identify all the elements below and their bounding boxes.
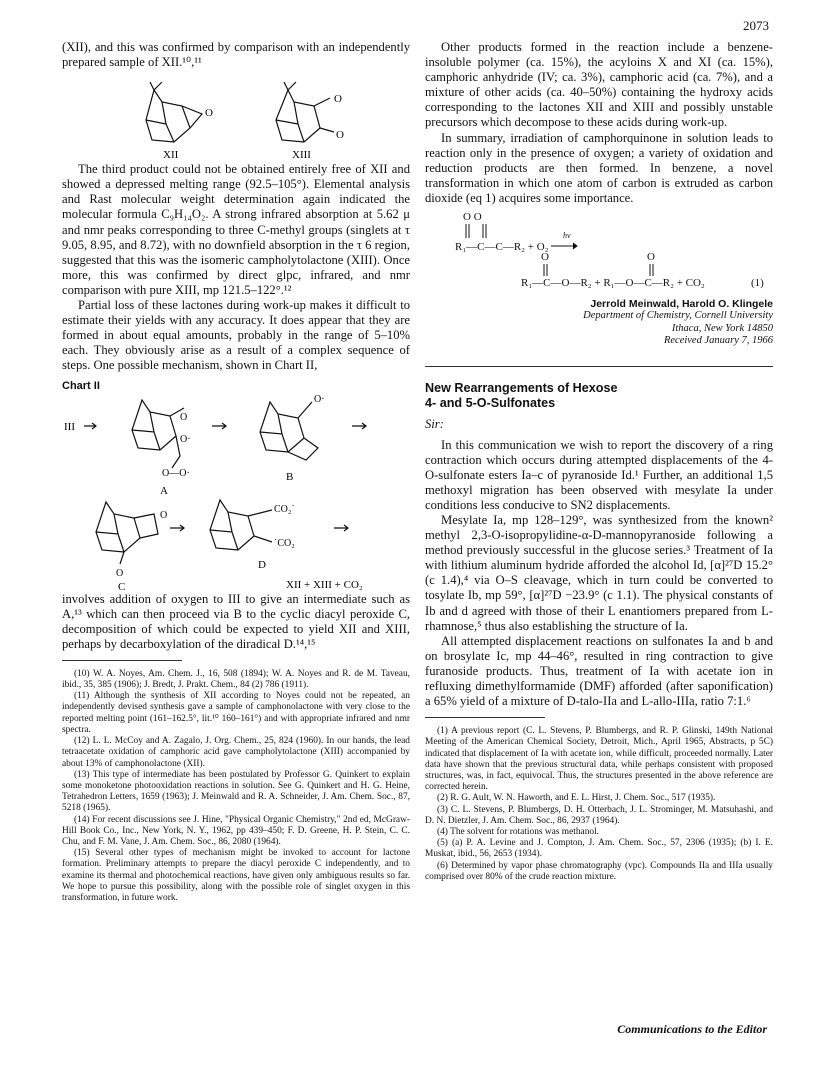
equation-number: (1) bbox=[751, 277, 764, 290]
footnote-15: (15) Several other types of mechanism might be invoked to account for lactone formation. Preliminary attempts to prepare the diacyl peroxide C independently, and to examine its thermal and photochemical reactions, have given only ambiguous results so far. We hope to pursue this possibility, along with the possible role of singlet oxygen in this transformation, in future work. bbox=[62, 848, 410, 903]
footnote-6: (6) Determined by vapor phase chromatography (vpc). Compounds IIa and IIIa usually comprised over 80% of the crude reaction mixture. bbox=[425, 860, 773, 882]
oxygen-label: O bbox=[160, 509, 168, 521]
svg-text:R₁—C—O—R₂ + R₁—O—C—R₂ + CO₂: R₁—C—O—R₂ + R₁—O—C—R₂ + CO₂ bbox=[521, 277, 705, 290]
intro-paragraph: (XII), and this was confirmed by comparison with an independently prepared sample of XII.¹⁰,¹¹ bbox=[62, 40, 410, 70]
chart-label-a: A bbox=[160, 484, 168, 497]
chart-ii-title: Chart II bbox=[62, 379, 100, 392]
received-date: Received January 7, 1966 bbox=[663, 335, 773, 347]
affiliation-line: Ithaca, New York 14850 bbox=[671, 322, 773, 334]
equation-1 bbox=[425, 206, 773, 294]
svg-text:R₁—C—C—R₂ + O₂: R₁—C—C—R₂ + O₂ bbox=[455, 241, 549, 254]
journal-section-footer: Communications to the Editor bbox=[617, 1022, 767, 1036]
paragraph-mechanism: involves addition of oxygen to III to give an intermediate such as A,¹³ which can then proceed via B to the cyclic diacyl peroxide C, decomposition of which could be expected to yield XII and XIII, perhaps by decarboxylation of the diradical D.¹⁴,¹⁵ bbox=[62, 591, 410, 651]
footnote-14: (14) For recent discussions see J. Hine, "Physical Organic Chemistry," 2nd ed, McGraw-Hill Book Co., Inc., New York, N. Y., 1962, pp 439–450; F. D. Greene, H. P. Stein, C. C. Chu, and F. M. Vane, J. Am. Chem. Soc., 86, 2080 (1964). bbox=[62, 814, 410, 847]
footnote-divider bbox=[62, 660, 182, 661]
oxygen-label: O bbox=[334, 93, 342, 106]
footnote-4: (4) The solvent for rotations was methanol. bbox=[437, 827, 600, 838]
footnote-3: (3) C. L. Stevens, P. Blumbergs, D. H. Otterbach, J. L. Strominger, M. Matsuhashi, and D. N. Dietzler, J. Am. Chem. Soc., 86, 2937 (1964). bbox=[425, 804, 773, 826]
co2-radical-label: ˙CO₂ bbox=[274, 537, 295, 549]
footnote-13: (13) This type of intermediate has been postulated by Professor G. Quinkert to explain some monoketone photooxidation reactions in solution. See G. Quinkert and H. G. Heine, Tetrahedron Letters, 1659 (1963); J. Meinwald and R. A. Schneider, J. Am. Chem. Soc., 87, 5218 (1965). bbox=[62, 769, 410, 814]
svg-text:O: O bbox=[541, 251, 549, 264]
footnote-divider bbox=[425, 717, 545, 718]
author-names: Jerrold Meinwald, Harold O. Klingele bbox=[590, 298, 773, 311]
chart-products-label: XII + XIII + CO₂ bbox=[286, 578, 363, 591]
salutation: Sir: bbox=[425, 416, 444, 431]
page-number: 2073 bbox=[743, 18, 769, 33]
paragraph-displacement: All attempted displacement reactions on sulfonates Ia and b and on brosylate Ic, mp 44–46°, resulted in ring contraction to give furanoside products. Thus, treatment of Ia with acetate ion in refluxing dimethylformamide (DMF) afforded (after saponification) a 65% yield of a mixture of D-talo-IIa and L-allo-IIIa, ratio 7:1.⁶ bbox=[425, 633, 773, 709]
lactone-structures-xii-xiii bbox=[62, 70, 410, 162]
paragraph-other-products: Other products formed in the reaction include a benzene-insoluble polymer (ca. 15%), the acyloins X and XI (ca. 15%), camphoric anhydride (IV; ca. 3%), camphoric acid (ca. 7%), and a mixture of other acids (ca. 40–50%) containing the hydroxy acids corresponding to the lactones XII and XIII and possibly unstable precursors which decompose to these acids during work-up. bbox=[425, 40, 773, 130]
paragraph-partial-loss: Partial loss of these lactones during work-up makes it difficult to estimate their yields with any accuracy. It does appear that they are formed in about equal amounts, probably in the range of 5–10% each. They obviously arise as a result of a complex sequence of steps. One possible mechanism, shown in Chart II, bbox=[62, 298, 410, 373]
footnote-11: (11) Although the synthesis of XII according to Noyes could not be repeated, an independently devised synthesis gave a sample of camphonolactone with very close to the reported melting point (161–162.5°, lit.¹⁰ 160–161°) and with appropriate infrared and nmr spectra. bbox=[62, 691, 410, 735]
oxygen-label: O bbox=[116, 567, 124, 579]
svg-text:O: O bbox=[647, 251, 655, 264]
paragraph-communication: In this communication we wish to report the discovery of a ring contraction which occurs during attempted displacements of the 4-O-sulfonate esters Ia–c of pyranoside Id.¹ Further, an additional 1,5 methoxyl migration has been observed with mesylate Ia under conditions less conducive to SN2 displacements. bbox=[425, 437, 773, 512]
footnote-5: (5) (a) P. A. Levine and J. Compton, J. Am. Chem. Soc., 57, 2306 (1935); (b) I. E. Muskat, ibid., 56, 2653 (1934). bbox=[425, 838, 773, 860]
oxygen-radical-label: O· bbox=[314, 393, 325, 405]
paragraph-mesylate: Mesylate Ia, mp 128–129°, was synthesized from the known² methyl 2,3-O-isopropylidine-α-D-mannopyranoside following a method previously successful in the glucose series.³ Treatment of Ia with lithium aluminum hydride afforded the alcohol Id, [α]²⁷D 15.2° (c 1.4),⁴ via O–S cleavage, which in turn could be converted to tosylate Ib, mp 59°, [α]²⁷D −23.9° (c 1.1). The physical constants of Ib and d agreed with those of their L enantiomers prepared from L-rhamnose,⁵ thus also establishing the structure of Ia. bbox=[425, 513, 773, 633]
right-column bbox=[425, 40, 773, 883]
affiliation-line: Department of Chemistry, Cornell University bbox=[583, 310, 773, 322]
chart-label-c: C bbox=[118, 580, 126, 592]
article-title: New Rearrangements of Hexose bbox=[425, 380, 618, 395]
article-title: 4- and 5-O-Sulfonates bbox=[425, 395, 556, 410]
oxygen-label: O bbox=[205, 107, 213, 120]
footnote-1: (1) A previous report (C. L. Stevens, P. Blumbergs, and R. P. Glinski, 149th National Meeting of the American Chemical Society, Detroit, Mich., April 1965, Abstracts, p 5C) indicated that displacement of Ia with acetate ion, while difficult, proceeded normally. Later data have shown that the previous structural data, while perhaps consistent with proposed structures, was, in fact, equivocal. Thus, the structures presented in the above reference are corrected herein. bbox=[425, 726, 773, 793]
chart-label-d: D bbox=[258, 558, 266, 571]
section-divider bbox=[425, 366, 773, 367]
chart-label-b: B bbox=[286, 470, 294, 483]
paragraph-summary: In summary, irradiation of camphorquinone in solution leads to reaction only in the presence of oxygen; a variety of oxidation and reduction products are then formed. In benzene, a novel transformation in which one atom of carbon is extruded as carbon dioxide (eq 1) acquires some importance. bbox=[425, 130, 773, 205]
chart-ii-mechanism bbox=[62, 392, 410, 592]
left-column bbox=[62, 40, 410, 904]
chart-label-iii: III bbox=[64, 420, 75, 433]
footnote-2: (2) R. G. Ault, W. N. Haworth, and E. L. Hirst, J. Chem. Soc., 517 (1935). bbox=[437, 793, 716, 804]
structure-label-xii: XII bbox=[163, 149, 179, 162]
co2-radical-label: CO₂˙ bbox=[274, 503, 295, 515]
paragraph-third-product: The third product could not be obtained entirely free of XII and showed a depressed melting range (92.5–105°). Elemental analysis and Rast molecular weight determination again indicated the molecular formula C₉H₁₄O₂. A strong infrared absorption at 5.62 μ and nmr peaks corresponding to three C-methyl groups (singlets at τ 9.05, 8.95, and 8.72), with no downfield absorption in the τ 6 region, suggested that this was the isomeric campholytolactone (XIII). Once more, this was confirmed by direct glpc, infrared, and nmr comparison with pure XIII, mp 121.5–122°.¹² bbox=[62, 162, 410, 297]
svg-text:O O: O O bbox=[463, 211, 482, 224]
oxygen-radical-label: O· bbox=[180, 433, 191, 445]
footnote-12: (12) L. L. McCoy and A. Zagalo, J. Org. Chem., 25, 824 (1960). In our hands, the lead tetraacetate oxidation of camphoric acid gave campholytolactone (XIII) accompanied by about 13% of camphonolactone (XII). bbox=[62, 736, 410, 769]
oxygen-label: O bbox=[180, 411, 188, 423]
oxygen-label: O bbox=[336, 129, 344, 142]
footnote-10: (10) W. A. Noyes, Am. Chem. J., 16, 508 (1894); W. A. Noyes and R. de M. Taveau, ibid., 35, 385 (1906); J. Bredt, J. Prakt. Chem., 84 (2) 786 (1911). bbox=[62, 668, 410, 691]
structure-label-xiii: XIII bbox=[292, 149, 311, 162]
svg-text:hν: hν bbox=[563, 231, 571, 241]
peroxy-label: O—O· bbox=[162, 467, 190, 479]
